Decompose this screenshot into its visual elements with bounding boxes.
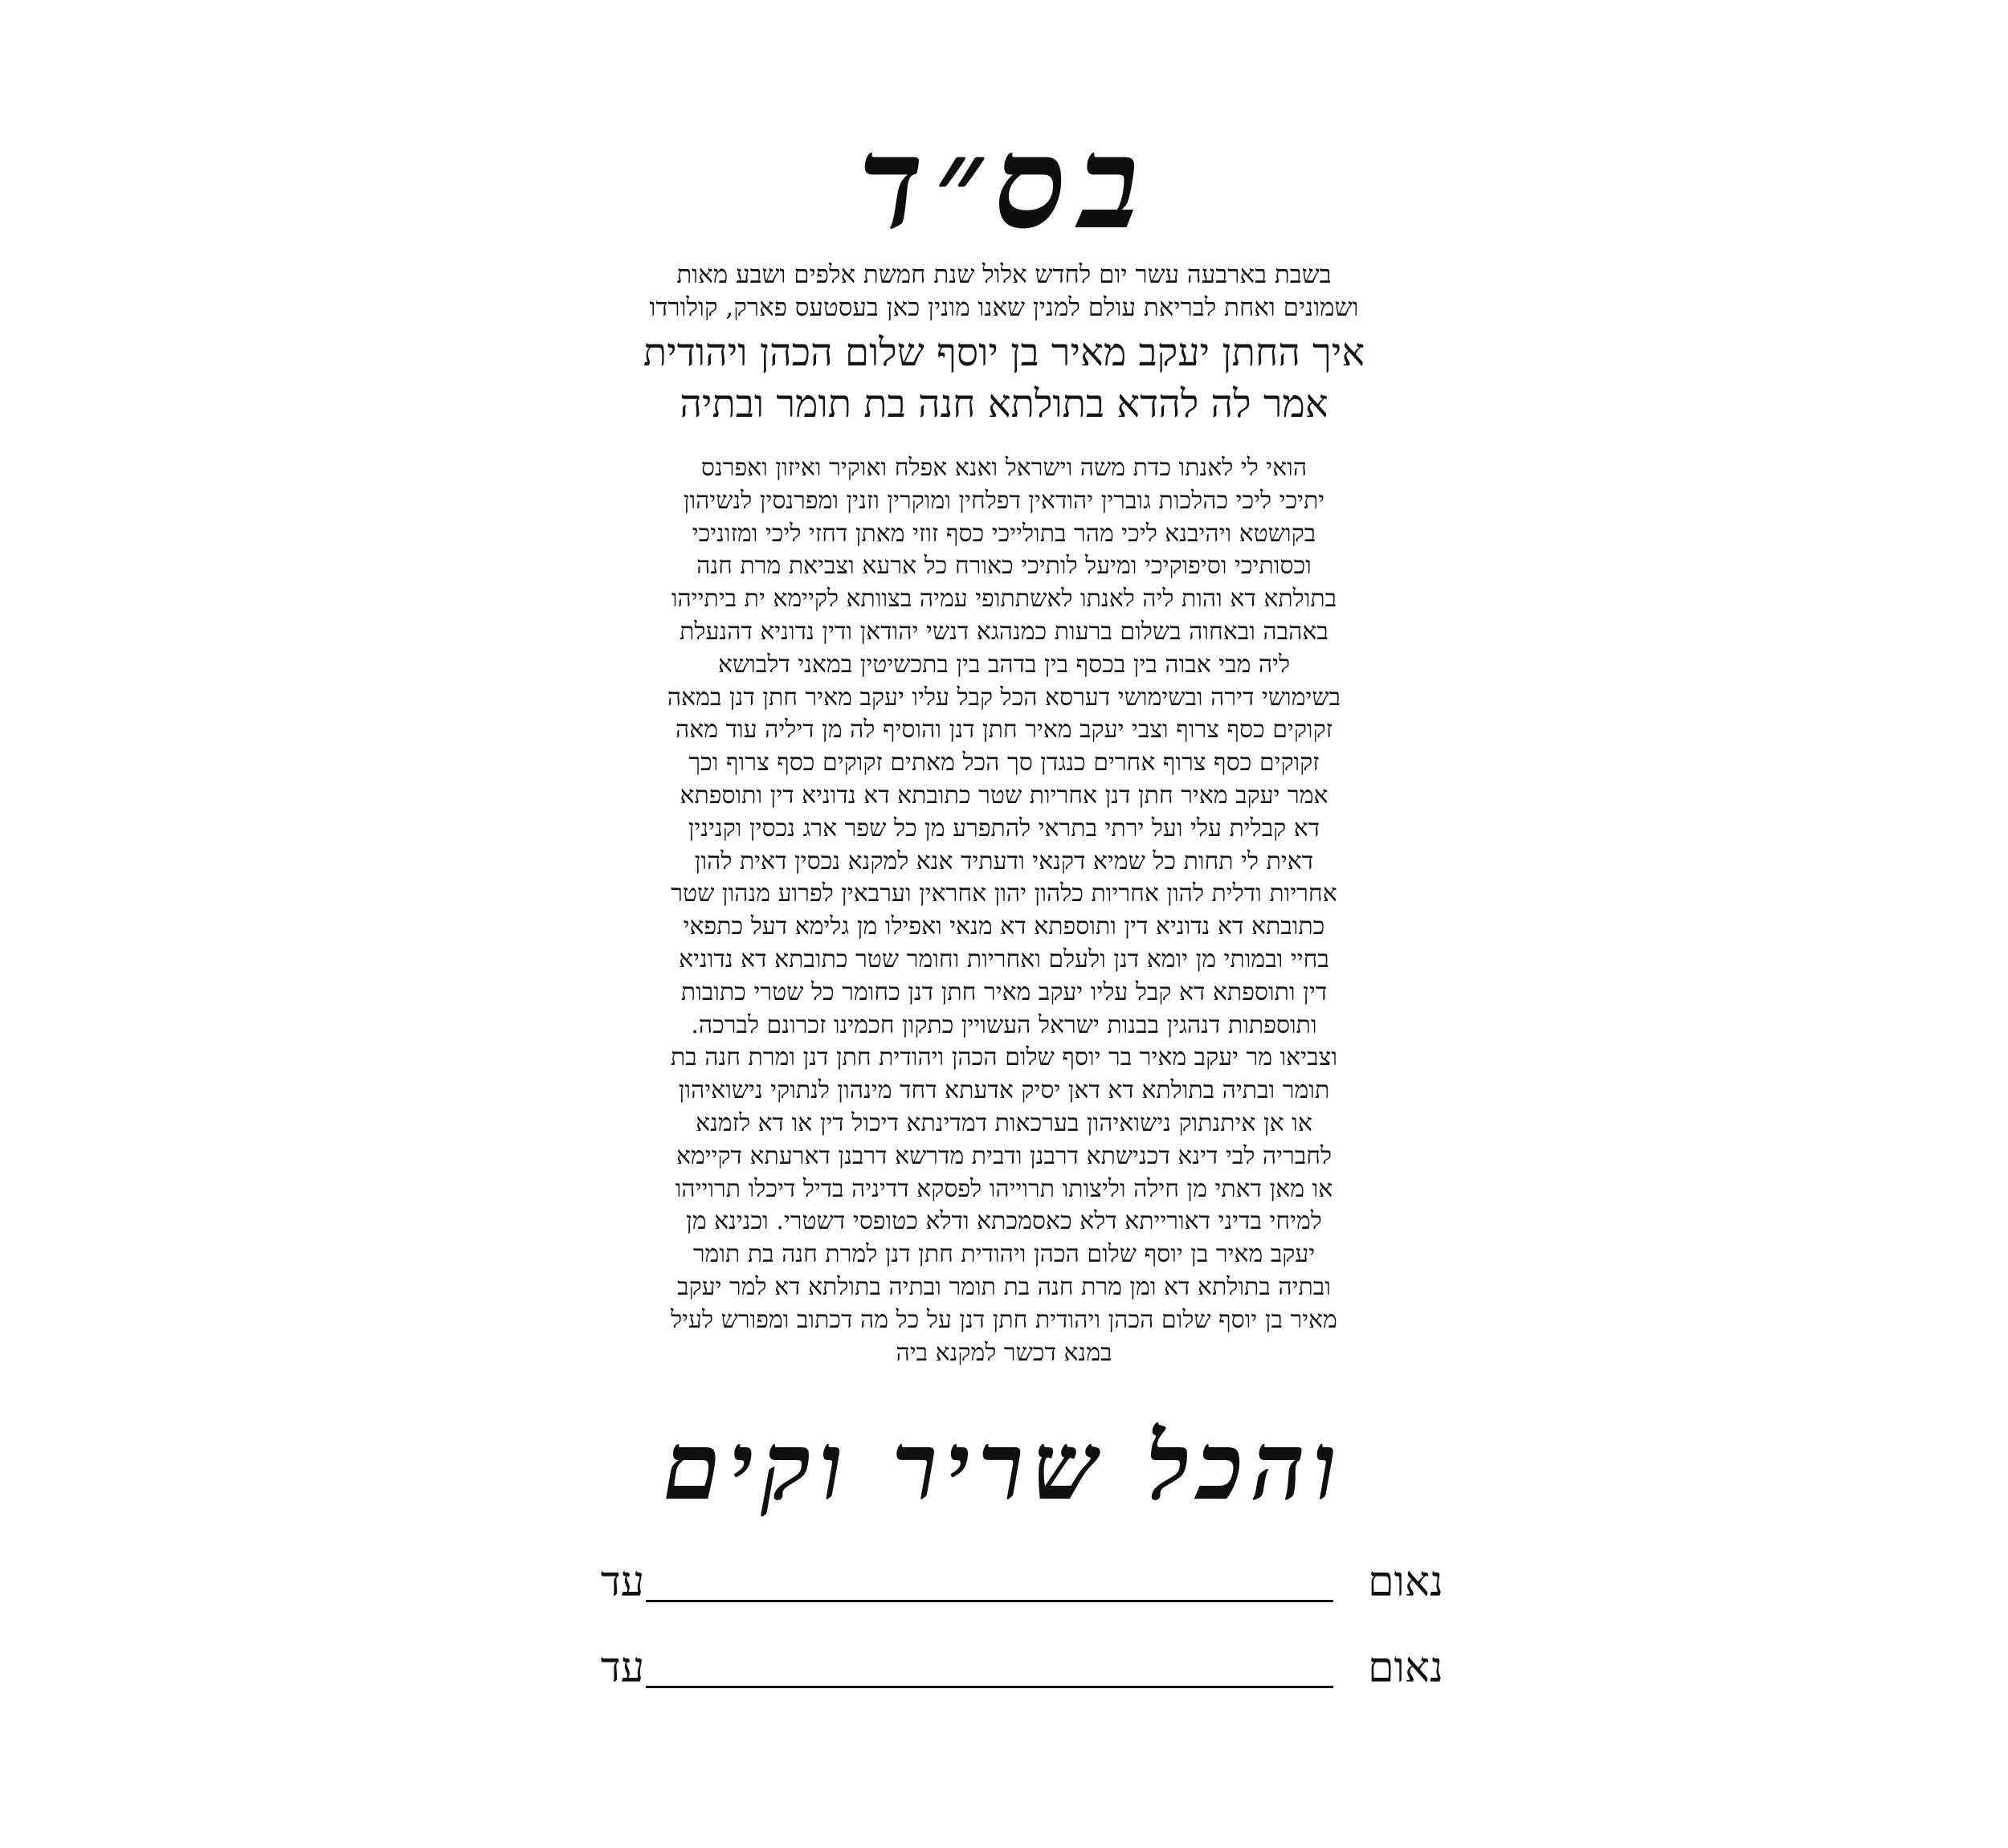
witness-signature-line	[0, 1644, 2008, 1711]
text-line: ליה מבי אבוה בין בכסף בין בדהב בין בתכשיטין במאני דלבושא	[717, 650, 1291, 679]
names-paragraph	[0, 327, 2008, 430]
names-line: איך החתן יעקב מאיר בן יוסף שלום הכהן ויהודית	[643, 330, 1365, 375]
text-line: או מאן דאתי מן חילה וליצותו תרוייהו לפסקא דדיניה בדיל דיכלו תרוייהו	[675, 1174, 1333, 1203]
text-line: יתיכי ליכי כהלכות גוברין יהודאין דפלחין ומוקרין וזנין ומפרנסין לנשיהון	[683, 486, 1325, 515]
witness-naum-label: נאום	[1368, 1644, 1443, 1692]
text-line: באהבה ובאחוה בשלום ברעות כמנהגא דנשי יהודאן ודין נדוניא דהנעלת	[680, 617, 1328, 646]
text-line: כתובתא דא נדוניא דין ותוספתא דא מנאי ואפילו מן גלימא דעל כתפאי	[683, 912, 1325, 941]
document-heading: בס״ד	[858, 109, 1150, 258]
text-line: זקוקים כסף צרוף אחרים כנגדן סך הכל מאתים זקוקים כסף צרוף וכך	[688, 749, 1320, 777]
text-line: אחריות ודלית להון אחריות כלהון יהון אחראין וערבאין לפרוע מנהון שטר	[671, 879, 1337, 908]
witness-naum-label: נאום	[1368, 1558, 1443, 1606]
opening-paragraph	[0, 259, 2008, 324]
text-line: דין ותוספתא דא קבל עליו יעקב מאיר חתן דנן כחומר כל שטרי כתובות	[680, 977, 1328, 1006]
text-line: מאיר בן יוסף שלום הכהן ויהודית חתן דנן על כל מה דכתוב ומפורש לעיל	[671, 1305, 1337, 1334]
witness-ed-label: עד	[600, 1558, 645, 1606]
text-line: תומר ובתיה בתולתא דא דאן יסיק אדעתא דחד מינהון לנתוקי נישואיהון	[678, 1076, 1330, 1105]
text-line: דא קבלית עלי ועל ירתי בתראי להתפרע מן כל שפר ארג נכסין וקנינין	[688, 814, 1320, 842]
text-line: בשימושי דירה ובשימושי דערסא הכל קבל עליו יעקב מאיר חתן דנן במאה	[667, 683, 1341, 712]
text-line: ובתיה בתולתא דא ומן מרת חנה בת תומר ובתיה בתולתא דא למר יעקב	[677, 1272, 1331, 1301]
text-line: ותוספתות דנהגין בבנות ישראל העשויין כתקון חכמינו זכרונם לברכה.	[691, 1010, 1317, 1039]
text-line: בקושטא ויהיבנא ליכי מהר בתולייכי כסף זוזי מאתן דחזי ליכי ומזוניכי	[692, 519, 1316, 548]
text-line: יעקב מאיר בן יוסף שלום הכהן ויהודית חתן דנן למרת חנה בת תומר	[692, 1240, 1316, 1269]
closing-phrase: והכל שריר וקים	[663, 1412, 1345, 1521]
text-line: הואי לי לאנתו כדת משה וישראל ואנא אפלח ואוקיר ואיזון ואפרנס	[700, 454, 1308, 482]
text-line: או אן איתנתוק נישואיהון בערכאות דמדינתא דיכול דין או דא לזמנא	[696, 1108, 1312, 1137]
witness-signature-line	[0, 1558, 2008, 1626]
names-line: אמר לה להדא בתולתא חנה בת תומר ובתיה	[680, 381, 1328, 426]
text-line: זקוקים כסף צרוף וצבי יעקב מאיר חתן דנן והוסיף לה מן דיליה עוד מאה	[675, 716, 1333, 745]
text-line: וצביאו מר יעקב מאיר בר יוסף שלום הכהן ויהודית חתן דנן ומרת חנה בת	[670, 1043, 1338, 1072]
witness-ed-label: עד	[600, 1644, 645, 1692]
opening-line: בשבת בארבעה עשר יום לחדש אלול שנת חמשת אלפים ושבע מאות	[676, 260, 1332, 289]
main-text	[0, 452, 2008, 1369]
signature-blank	[646, 1600, 1333, 1602]
opening-line: ושמונים ואחת לבריאת עולם למנין שאנו מונין כאן בעסטעס פארק, קולורדו	[649, 293, 1359, 322]
text-line: בתולתא דא והות ליה לאנתו לאשתתופי עמיה בצוותא לקיימא ית ביתייהו	[671, 585, 1337, 614]
text-line: במנא דכשר למקנא ביה	[896, 1338, 1112, 1367]
text-line: דאית לי תחות כל שמיא דקנאי ודעתיד אנא למקנא נכסין דאית להון	[694, 846, 1314, 875]
text-line: בחיי ובמותי מן יומא דנן ולעלם ואחריות וחומר שטר כתובתא דא נדוניא	[679, 944, 1329, 973]
text-line: לחבריה לבי דינא דכנישתא דרבנן ודבית מדרשא דרבנן דארעתא דקיימא	[675, 1141, 1332, 1170]
text-line: למיחי בדיני דאורייתא דלא כאסמכתא ודלא כטופסי דשטרי. וכנינא מן	[686, 1207, 1322, 1236]
signature-blank	[646, 1686, 1333, 1688]
text-line: וכסותיכי וסיפוקיכי ומיעל לותיכי כאורח כל ארעא וצביאת מרת חנה	[696, 552, 1312, 581]
text-line: אמר יעקב מאיר חתן דנן אחריות שטר כתובתא דא נדוניא דין ותוספתא	[680, 781, 1328, 810]
